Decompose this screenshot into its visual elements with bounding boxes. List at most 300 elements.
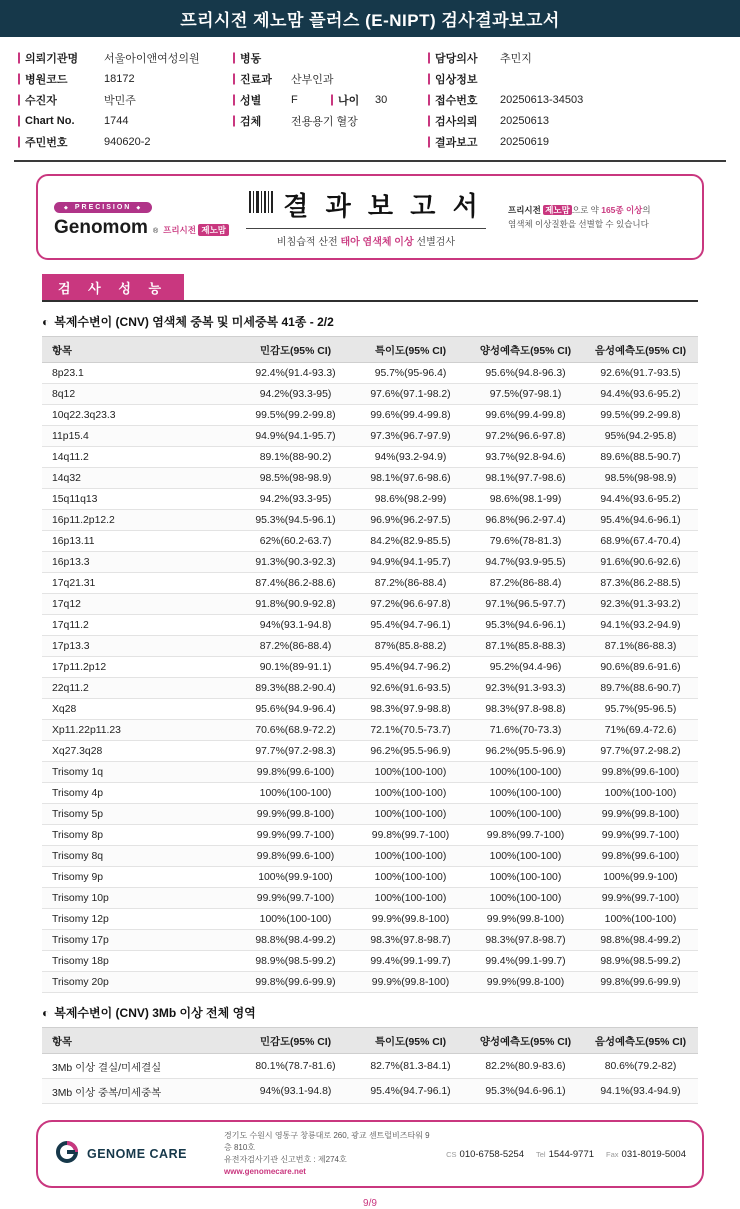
value-cell: 97.1%(96.5-97.7)	[468, 594, 583, 615]
half-circle-icon: ◐	[42, 314, 50, 329]
side-note-text: 으로 약	[571, 204, 602, 215]
value-cell: 92.3%(91.3-93.3)	[468, 678, 583, 699]
value-cell: 87.2%(86-88.4)	[353, 573, 468, 594]
diamond-icon: ◆	[64, 204, 70, 211]
value-cell: 72.1%(70.5-73.7)	[353, 720, 468, 741]
item-cell: 14q11.2	[42, 447, 238, 468]
table-row	[42, 783, 698, 804]
info-row	[18, 68, 233, 89]
item-cell: 10q22.3q23.3	[42, 405, 238, 426]
item-cell: 3Mb 이상 중복/미세중복	[42, 1079, 238, 1104]
contact-value: 1544-9771	[548, 1148, 595, 1160]
value-cell: 82.2%(80.9-83.6)	[468, 1054, 583, 1079]
value-cell: 99.8%(99.6-99.9)	[583, 972, 698, 993]
value-cell: 95.3%(94.6-96.1)	[468, 615, 583, 636]
value-cell: 99.9%(99.7-100)	[238, 888, 353, 909]
field-label: 수진자	[18, 92, 98, 108]
value-cell: 91.6%(90.6-92.6)	[583, 552, 698, 573]
item-cell: 17q21.31	[42, 573, 238, 594]
table-row	[42, 531, 698, 552]
field-label: 검체	[233, 113, 285, 129]
report-title-block	[224, 186, 508, 248]
value-cell: 100%(100-100)	[468, 762, 583, 783]
side-note-text: 의	[642, 204, 651, 215]
info-row	[428, 68, 722, 89]
field-value: 서울아이앤여성의원	[104, 52, 200, 65]
genomecare-brand-name: GENOME CARE	[87, 1147, 187, 1161]
table-row	[42, 741, 698, 762]
cnv-duplication-table	[42, 336, 698, 993]
field-value: F	[291, 93, 298, 106]
table-row	[42, 552, 698, 573]
address-line-2: 유전자검사기관 신고번호 : 제274호	[224, 1155, 347, 1164]
value-cell: 95.7%(95-96.4)	[353, 363, 468, 384]
side-note-badge: 제노맘	[545, 204, 570, 215]
value-cell: 100%(100-100)	[468, 846, 583, 867]
table-row	[42, 888, 698, 909]
value-cell: 99.9%(99.8-100)	[468, 909, 583, 930]
value-cell: 100%(100-100)	[353, 867, 468, 888]
value-cell: 100%(99.9-100)	[238, 867, 353, 888]
value-cell: 100%(100-100)	[353, 762, 468, 783]
table1-heading	[42, 313, 698, 330]
field-label: 주민번호	[18, 134, 98, 150]
value-cell: 95.3%(94.6-96.1)	[468, 1079, 583, 1104]
value-cell: 99.8%(99.6-100)	[238, 762, 353, 783]
info-row	[233, 89, 428, 110]
diamond-icon: ◆	[136, 204, 143, 211]
item-cell: Trisomy 12p	[42, 909, 238, 930]
info-row	[428, 110, 722, 131]
value-cell: 95.6%(94.9-96.4)	[238, 699, 353, 720]
value-cell: 68.9%(67.4-70.4)	[583, 531, 698, 552]
value-cell: 89.7%(88.6-90.7)	[583, 678, 698, 699]
value-cell: 94.9%(94.1-95.7)	[353, 552, 468, 573]
column-header: 양성예측도(95% CI)	[468, 1028, 583, 1054]
item-cell: Xp11.22p11.23	[42, 720, 238, 741]
field-label: 성별	[233, 92, 285, 108]
value-cell: 98.9%(98.5-99.2)	[238, 951, 353, 972]
column-header: 민감도(95% CI)	[238, 1028, 353, 1054]
value-cell: 62%(60.2-63.7)	[238, 531, 353, 552]
website-link: www.genomecare.net	[224, 1167, 306, 1176]
field-label: Chart No.	[18, 115, 98, 127]
value-cell: 95.3%(94.5-96.1)	[238, 510, 353, 531]
table-row	[42, 447, 698, 468]
table-header	[42, 337, 698, 363]
table-row	[42, 405, 698, 426]
value-cell: 87.1%(85.8-88.3)	[468, 636, 583, 657]
value-cell: 97.7%(97.2-98.2)	[583, 741, 698, 762]
field-value: 18172	[104, 72, 135, 85]
info-row	[428, 89, 722, 110]
table2-heading	[42, 1004, 698, 1021]
item-cell: 17p13.3	[42, 636, 238, 657]
value-cell: 97.6%(97.1-98.2)	[353, 384, 468, 405]
column-header: 특이도(95% CI)	[353, 337, 468, 363]
value-cell: 97.2%(96.6-97.8)	[353, 594, 468, 615]
column-header: 음성예측도(95% CI)	[583, 337, 698, 363]
value-cell: 99.4%(99.1-99.7)	[353, 951, 468, 972]
patient-info-col-3	[428, 47, 722, 152]
item-cell: 16p13.3	[42, 552, 238, 573]
value-cell: 87.4%(86.2-88.6)	[238, 573, 353, 594]
column-header: 특이도(95% CI)	[353, 1028, 468, 1054]
page-number: 9/9	[363, 1198, 377, 1209]
value-cell: 98.9%(98.5-99.2)	[583, 951, 698, 972]
item-cell: Trisomy 5p	[42, 804, 238, 825]
contact-cs	[446, 1149, 524, 1160]
field-label: 임상정보	[428, 71, 494, 87]
value-cell: 100%(100-100)	[468, 867, 583, 888]
value-cell: 96.8%(96.2-97.4)	[468, 510, 583, 531]
report-title-row	[249, 186, 482, 223]
genomecare-brand	[54, 1139, 212, 1170]
value-cell: 92.4%(91.4-93.3)	[238, 363, 353, 384]
table1-heading-text: 복제수변이 (CNV) 염색체 중복 및 미세중복 41종 - 2/2	[54, 315, 334, 329]
value-cell: 96.2%(95.5-96.9)	[468, 741, 583, 762]
value-cell: 98.3%(97.9-98.8)	[353, 699, 468, 720]
contact-fax	[606, 1149, 686, 1160]
report-title-rule	[246, 228, 486, 229]
table-row	[42, 468, 698, 489]
table-row	[42, 363, 698, 384]
value-cell: 100%(100-100)	[353, 783, 468, 804]
item-cell: 16p13.11	[42, 531, 238, 552]
table-row	[42, 846, 698, 867]
table-row	[42, 699, 698, 720]
value-cell: 95%(94.2-95.8)	[583, 426, 698, 447]
value-cell: 98.3%(97.8-98.7)	[468, 930, 583, 951]
column-header: 민감도(95% CI)	[238, 337, 353, 363]
value-cell: 79.6%(78-81.3)	[468, 531, 583, 552]
item-cell: 17q11.2	[42, 615, 238, 636]
contact-value: 010-6758-5254	[459, 1148, 524, 1160]
field-label: 진료과	[233, 71, 285, 87]
info-divider	[14, 160, 726, 162]
table-row	[42, 573, 698, 594]
table-row	[42, 678, 698, 699]
item-cell: Trisomy 1q	[42, 762, 238, 783]
value-cell: 99.9%(99.8-100)	[353, 972, 468, 993]
value-cell: 94.2%(93.3-95)	[238, 489, 353, 510]
info-row	[233, 47, 428, 68]
brand-line	[54, 217, 224, 239]
value-cell: 94.4%(93.6-95.2)	[583, 384, 698, 405]
value-cell: 94.4%(93.6-95.2)	[583, 489, 698, 510]
value-cell: 99.6%(99.4-99.8)	[353, 405, 468, 426]
patient-info	[0, 37, 740, 158]
value-cell: 99.9%(99.8-100)	[468, 972, 583, 993]
value-cell: 95.4%(94.6-96.1)	[583, 510, 698, 531]
table-row	[42, 636, 698, 657]
info-row	[18, 110, 233, 131]
value-cell: 94.2%(93.3-95)	[238, 384, 353, 405]
contact-label: Tel	[536, 1149, 546, 1159]
item-cell: Trisomy 18p	[42, 951, 238, 972]
table-header	[42, 1028, 698, 1054]
table-body	[42, 1054, 698, 1104]
field-value: 1744	[104, 114, 129, 127]
field-label: 담당의사	[428, 50, 494, 66]
value-cell: 99.9%(99.7-100)	[238, 825, 353, 846]
table-row	[42, 384, 698, 405]
footer-address	[224, 1130, 434, 1178]
side-note-text: 염색체 이상질환을 선별할 수 있습니다	[508, 219, 649, 229]
table-row	[42, 1054, 698, 1079]
item-cell: Xq27.3q28	[42, 741, 238, 762]
value-cell: 94%(93.2-94.9)	[353, 447, 468, 468]
table-row	[42, 867, 698, 888]
value-cell: 100%(100-100)	[468, 804, 583, 825]
precision-badge	[54, 202, 152, 213]
brand-name: Genomom	[54, 216, 148, 238]
value-cell: 100%(100-100)	[468, 783, 583, 804]
table-row	[42, 615, 698, 636]
info-row	[428, 47, 722, 68]
patient-info-col-2	[233, 47, 428, 152]
value-cell: 98.5%(98-98.9)	[583, 468, 698, 489]
table-row	[42, 930, 698, 951]
value-cell: 99.8%(99.6-100)	[583, 762, 698, 783]
report-subtitle-text: 비침습적 산전	[276, 237, 341, 248]
contact-label: CS	[446, 1149, 457, 1159]
item-cell: 8p23.1	[42, 363, 238, 384]
value-cell: 99.8%(99.6-99.9)	[238, 972, 353, 993]
value-cell: 87.2%(86-88.4)	[468, 573, 583, 594]
footer-contacts	[446, 1149, 686, 1160]
field-label: 병동	[233, 50, 285, 66]
value-cell: 99.5%(99.2-99.8)	[238, 405, 353, 426]
item-cell: 11p15.4	[42, 426, 238, 447]
value-cell: 100%(100-100)	[353, 846, 468, 867]
column-header: 항목	[42, 337, 238, 363]
field-label: 검사의뢰	[428, 113, 494, 129]
info-row	[428, 131, 722, 152]
value-cell: 92.6%(91.6-93.5)	[353, 678, 468, 699]
column-header: 음성예측도(95% CI)	[583, 1028, 698, 1054]
field-label: 병원코드	[18, 71, 98, 87]
value-cell: 84.2%(82.9-85.5)	[353, 531, 468, 552]
value-cell: 100%(100-100)	[353, 888, 468, 909]
value-cell: 98.8%(98.4-99.2)	[238, 930, 353, 951]
item-cell: 14q32	[42, 468, 238, 489]
contact-value: 031-8019-5004	[621, 1148, 686, 1160]
table-row	[42, 951, 698, 972]
table-row	[42, 804, 698, 825]
report-subtitle	[277, 233, 455, 248]
item-cell: Xq28	[42, 699, 238, 720]
value-cell: 80.1%(78.7-81.6)	[238, 1054, 353, 1079]
field-label: 접수번호	[428, 92, 494, 108]
table-row	[42, 1079, 698, 1104]
value-cell: 94.7%(93.9-95.5)	[468, 552, 583, 573]
value-cell: 99.9%(99.7-100)	[583, 888, 698, 909]
value-cell: 95.4%(94.7-96.2)	[353, 657, 468, 678]
genomecare-logo-icon	[54, 1139, 80, 1170]
value-cell: 100%(100-100)	[353, 804, 468, 825]
field-value: 박민주	[104, 94, 136, 107]
value-cell: 82.7%(81.3-84.1)	[353, 1054, 468, 1079]
value-cell: 93.7%(92.8-94.6)	[468, 447, 583, 468]
value-cell: 95.6%(94.8-96.3)	[468, 363, 583, 384]
value-cell: 91.3%(90.3-92.3)	[238, 552, 353, 573]
value-cell: 97.7%(97.2-98.3)	[238, 741, 353, 762]
field-label: 나이	[331, 92, 369, 108]
item-cell: 22q11.2	[42, 678, 238, 699]
value-cell: 90.6%(89.6-91.6)	[583, 657, 698, 678]
value-cell: 87.1%(86-88.3)	[583, 636, 698, 657]
value-cell: 98.5%(98-98.9)	[238, 468, 353, 489]
info-row	[18, 89, 233, 110]
value-cell: 98.1%(97.6-98.6)	[353, 468, 468, 489]
value-cell: 100%(100-100)	[238, 909, 353, 930]
value-cell: 99.9%(99.8-100)	[238, 804, 353, 825]
value-cell: 98.3%(97.8-98.7)	[353, 930, 468, 951]
brand-korean-genomom: 제노맘	[198, 224, 229, 236]
item-cell: 8q12	[42, 384, 238, 405]
field-label: 의뢰기관명	[18, 50, 98, 66]
value-cell: 99.8%(99.7-100)	[353, 825, 468, 846]
value-cell: 92.3%(91.3-93.2)	[583, 594, 698, 615]
info-row	[18, 131, 233, 152]
value-cell: 99.8%(99.6-100)	[238, 846, 353, 867]
table-row	[42, 909, 698, 930]
value-cell: 90.1%(89-91.1)	[238, 657, 353, 678]
value-cell: 89.1%(88-90.2)	[238, 447, 353, 468]
table-row	[42, 510, 698, 531]
value-cell: 99.4%(99.1-99.7)	[468, 951, 583, 972]
report-side-note	[508, 203, 686, 231]
value-cell: 100%(99.9-100)	[583, 867, 698, 888]
table2-heading-text: 복제수변이 (CNV) 3Mb 이상 전체 영역	[54, 1006, 256, 1020]
barcode-icon	[249, 191, 273, 218]
contact-tel	[536, 1149, 594, 1160]
value-cell: 87%(85.8-88.2)	[353, 636, 468, 657]
report-header-box	[36, 174, 704, 260]
value-cell: 95.2%(94.4-96)	[468, 657, 583, 678]
value-cell: 99.5%(99.2-99.8)	[583, 405, 698, 426]
half-circle-icon: ◐	[42, 1005, 50, 1020]
value-cell: 98.6%(98.1-99)	[468, 489, 583, 510]
value-cell: 94.1%(93.4-94.9)	[583, 1079, 698, 1104]
item-cell: Trisomy 17p	[42, 930, 238, 951]
footer-box	[36, 1120, 704, 1188]
value-cell: 70.6%(68.9-72.2)	[238, 720, 353, 741]
info-row	[233, 110, 428, 131]
value-cell: 87.2%(86-88.4)	[238, 636, 353, 657]
value-cell: 98.3%(97.8-98.8)	[468, 699, 583, 720]
info-row	[233, 68, 428, 89]
report-subtitle-text: 선별검사	[413, 237, 456, 248]
table-row	[42, 426, 698, 447]
value-cell: 87.3%(86.2-88.5)	[583, 573, 698, 594]
address-line-1: 경기도 수원시 영통구 창룡대로 260, 광교 센트럴비즈타워 9층 810호	[224, 1131, 430, 1152]
table-row	[42, 657, 698, 678]
column-header: 항목	[42, 1028, 238, 1054]
field-value: 30	[375, 93, 388, 106]
table-row	[42, 594, 698, 615]
section-bar	[42, 274, 698, 302]
patient-info-col-1	[18, 47, 233, 152]
value-cell: 96.2%(95.5-96.9)	[353, 741, 468, 762]
value-cell: 92.6%(91.7-93.5)	[583, 363, 698, 384]
table-row	[42, 762, 698, 783]
item-cell: 3Mb 이상 결실/미세결실	[42, 1054, 238, 1079]
value-cell: 99.6%(99.4-99.8)	[468, 405, 583, 426]
value-cell: 94%(93.1-94.8)	[238, 1079, 353, 1104]
side-note-highlight: 165종 이상	[601, 204, 643, 215]
value-cell: 99.8%(99.7-100)	[468, 825, 583, 846]
brand-korean-precision: 프리시전	[163, 224, 196, 235]
item-cell: Trisomy 20p	[42, 972, 238, 993]
cnv-3mb-table	[42, 1027, 698, 1104]
registered-mark-icon: ®	[152, 227, 159, 235]
value-cell: 71%(69.4-72.6)	[583, 720, 698, 741]
contact-label: Fax	[606, 1149, 619, 1159]
item-cell: 15q11q13	[42, 489, 238, 510]
field-value: 전용용기 혈장	[291, 115, 358, 128]
value-cell: 94.9%(94.1-95.7)	[238, 426, 353, 447]
value-cell: 98.8%(98.4-99.2)	[583, 930, 698, 951]
report-subtitle-highlight: 태아 염색체 이상	[340, 237, 414, 248]
value-cell: 100%(100-100)	[238, 783, 353, 804]
column-header: 양성예측도(95% CI)	[468, 337, 583, 363]
item-cell: 17p11.2p12	[42, 657, 238, 678]
table-row	[42, 825, 698, 846]
field-value: 940620-2	[104, 135, 151, 148]
value-cell: 71.6%(70-73.3)	[468, 720, 583, 741]
value-cell: 100%(100-100)	[583, 783, 698, 804]
value-cell: 97.2%(96.6-97.8)	[468, 426, 583, 447]
item-cell: Trisomy 10p	[42, 888, 238, 909]
value-cell: 80.6%(79.2-82)	[583, 1054, 698, 1079]
value-cell: 99.9%(99.7-100)	[583, 825, 698, 846]
value-cell: 100%(100-100)	[583, 909, 698, 930]
item-cell: Trisomy 8q	[42, 846, 238, 867]
item-cell: Trisomy 9p	[42, 867, 238, 888]
value-cell: 95.4%(94.7-96.1)	[353, 1079, 468, 1104]
field-label: 결과보고	[428, 134, 494, 150]
field-value: 20250613-34503	[500, 93, 584, 106]
field-value: 추민지	[500, 52, 532, 65]
value-cell: 94%(93.1-94.8)	[238, 615, 353, 636]
value-cell: 96.9%(96.2-97.5)	[353, 510, 468, 531]
table-row	[42, 489, 698, 510]
table-row	[42, 720, 698, 741]
value-cell: 95.7%(95-96.5)	[583, 699, 698, 720]
genomom-brand-logo	[54, 196, 224, 239]
field-value: 산부인과	[291, 73, 334, 86]
field-value: 20250619	[500, 135, 549, 148]
page-title: 프리시전 제노맘 플러스 (E-NIPT) 검사결과보고서	[0, 0, 740, 37]
value-cell: 99.9%(99.8-100)	[353, 909, 468, 930]
value-cell: 89.3%(88.2-90.4)	[238, 678, 353, 699]
precision-badge-label: PRECISION	[74, 204, 132, 211]
value-cell: 99.9%(99.8-100)	[583, 804, 698, 825]
item-cell: 17q12	[42, 594, 238, 615]
table-header-row	[42, 1028, 698, 1054]
value-cell: 94.1%(93.2-94.9)	[583, 615, 698, 636]
table-header-row	[42, 337, 698, 363]
brand-korean	[163, 224, 229, 236]
value-cell: 99.8%(99.6-100)	[583, 846, 698, 867]
value-cell: 97.3%(96.7-97.9)	[353, 426, 468, 447]
value-cell: 97.5%(97-98.1)	[468, 384, 583, 405]
report-title: 결 과 보 고 서	[283, 191, 483, 221]
table-row	[42, 972, 698, 993]
value-cell: 95.4%(94.7-96.1)	[353, 615, 468, 636]
